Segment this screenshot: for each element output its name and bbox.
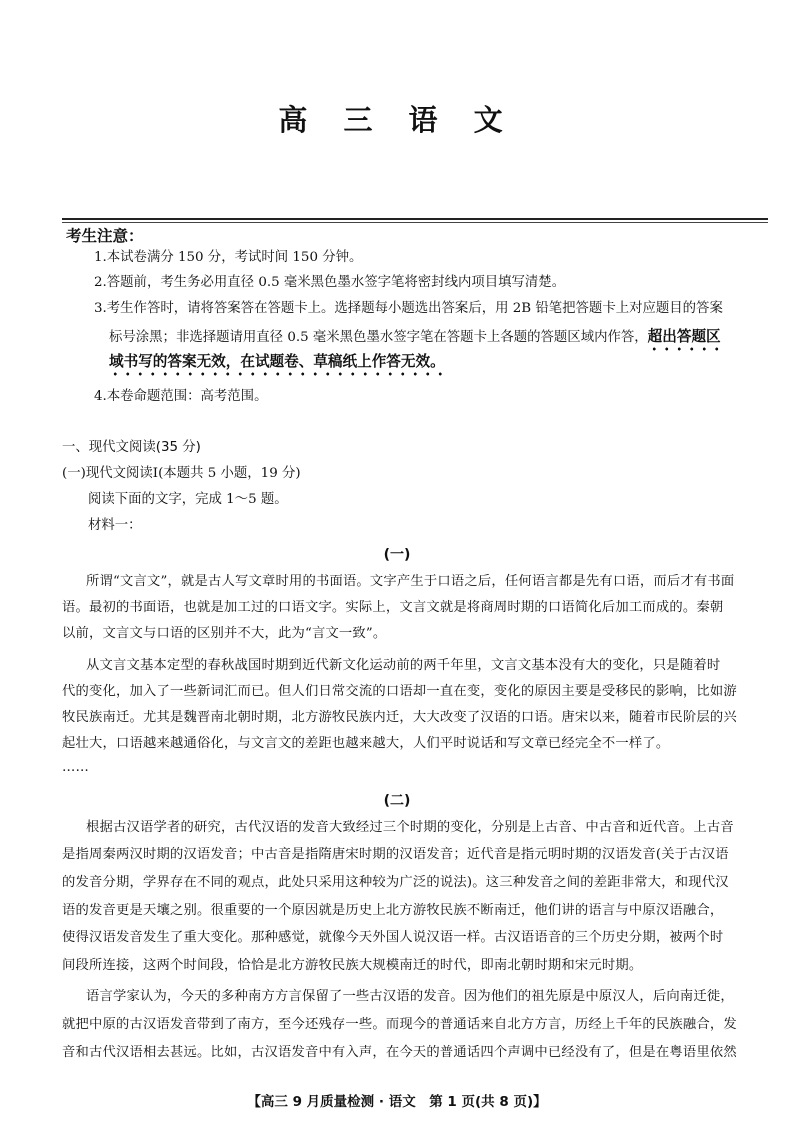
page-footer: 【高三 9 月质量检测 · 语文 第 1 页(共 8 页)】: [247, 1094, 547, 1110]
paragraph-line: 使得汉语发音发生了重大变化。那种感觉，就像今天外国人说汉语一样。古汉语语音的三个历史分期，被两个时: [62, 930, 724, 945]
part-1-heading: (一): [383, 547, 411, 563]
part-2-heading: (二): [383, 793, 411, 809]
paragraph-line: 从文言文基本定型的春秋战国时期到近代新文化运动前的两千年里，文言文基本没有大的变化，只是随着时: [86, 658, 721, 673]
emphasis-text: 域书写的答案无效，在试题卷、草稿纸上作答无效。: [109, 353, 445, 370]
notice-item-1: 1.本试卷满分 150 分，考试时间 150 分钟。: [94, 250, 363, 265]
notice-item-3-emphasis-1: [648, 327, 721, 347]
notice-item-3-text: 标号涂黑；非选择题请用直径 0.5 毫米黑色墨水签字笔在答题卡上各题的答题区域内作答，: [109, 330, 648, 345]
paragraph-line: 牧民族南迁。尤其是魏晋南北朝时期，北方游牧民族内迁，大大改变了汉语的口语。唐宋以来，随着市民阶层的兴: [62, 710, 737, 725]
paragraph-line: 语的发音更是天壤之别。很重要的一个原因就是历史上北方游牧民族不断南迁，他们讲的语言与中原汉语融合，: [62, 903, 724, 918]
paragraph-line: 的发音分期，学界存在不同的观点，此处只采用这种较为广泛的说法)。这三种发音之间的差距非常大，和现代汉: [62, 875, 729, 890]
paragraph-line: 语言学家认为，今天的多种南方方言保留了一些古汉语的发音。因为他们的祖先原是中原汉人，后向南迁徙，: [86, 989, 734, 1004]
section-heading: 一、现代文阅读(35 分): [62, 440, 201, 455]
emphasis-dots: [648, 347, 721, 351]
paragraph-line: 代的变化，加入了一些新词汇而已。但人们日常交流的口语却一直在变，变化的原因主要是受移民的影响，比如游: [62, 684, 737, 699]
paragraph-line: 间段所连接，这两个时间段，恰恰是北方游牧民族大规模南迁的时代，即南北朝时期和宋元时期。: [62, 958, 643, 973]
header-rule: [62, 218, 768, 220]
material-label: 材料一：: [88, 518, 142, 533]
ellipsis: ……: [62, 760, 89, 775]
notice-item-2: 2.答题前，考生务必用直径 0.5 毫米黑色墨水签字笔将密封线内项目填写清楚。: [94, 275, 566, 290]
paragraph-line: 语。最初的书面语，也就是加工过的口语文字。实际上，文言文就是将商周时期的口语简化后加工而成的。秦朝: [62, 600, 724, 615]
reading-instruction: 阅读下面的文字，完成 1～5 题。: [88, 492, 288, 507]
paragraph-line: 根据古汉语学者的研究，古代汉语的发音大致经过三个时期的变化，分别是上古音、中古音和近代音。上古音: [86, 820, 734, 835]
notice-item-3-emphasis-2: [109, 352, 445, 372]
sub-section-heading: (一)现代文阅读Ⅰ(本题共 5 小题，19 分): [62, 466, 301, 481]
paragraph-line: 就把中原的古汉语发音带到了南方，至今还残存一些。而现今的普通话来自北方方言，历经上千年的民族融合，发: [62, 1017, 737, 1032]
emphasis-text: 超出答题区: [647, 328, 721, 345]
notice-item-3-line-2: [109, 327, 721, 348]
notice-item-3-line-3: [109, 352, 445, 373]
paragraph-line: 音和古代汉语相去甚远。比如，古汉语发音中有入声，在今天的普通话四个声调中已经没有了，但是在粤语里依然: [62, 1045, 737, 1060]
paragraph-line: 起壮大，口语越来越通俗化，与文言文的差距也越来越大，人们平时说话和写文章已经完全不一样了。: [62, 736, 670, 751]
notice-heading: 考生注意：: [66, 227, 144, 245]
exam-title: 高 三 语 文: [278, 103, 516, 137]
header-rule-thin: [62, 222, 768, 223]
paragraph-line: 以前，文言文与口语的区别并不大，此为“言文一致”。: [62, 626, 387, 641]
notice-item-4: 4.本卷命题范围：高考范围。: [94, 389, 268, 404]
paragraph-line: 是指周秦两汉时期的汉语发音；中古音是指隋唐宋时期的汉语发音；近代音是指元明时期的汉语发音(关于古汉语: [62, 847, 729, 862]
notice-item-3-line-1: 3.考生作答时，请将答案答在答题卡上。选择题每小题选出答案后，用 2B 铅笔把答题卡上对应题目的答案: [94, 301, 723, 316]
emphasis-dots: [109, 372, 445, 376]
paragraph-line: 所谓“文言文”，就是古人写文章时用的书面语。文字产生于口语之后，任何语言都是先有口语，而后才有书面: [86, 574, 735, 589]
